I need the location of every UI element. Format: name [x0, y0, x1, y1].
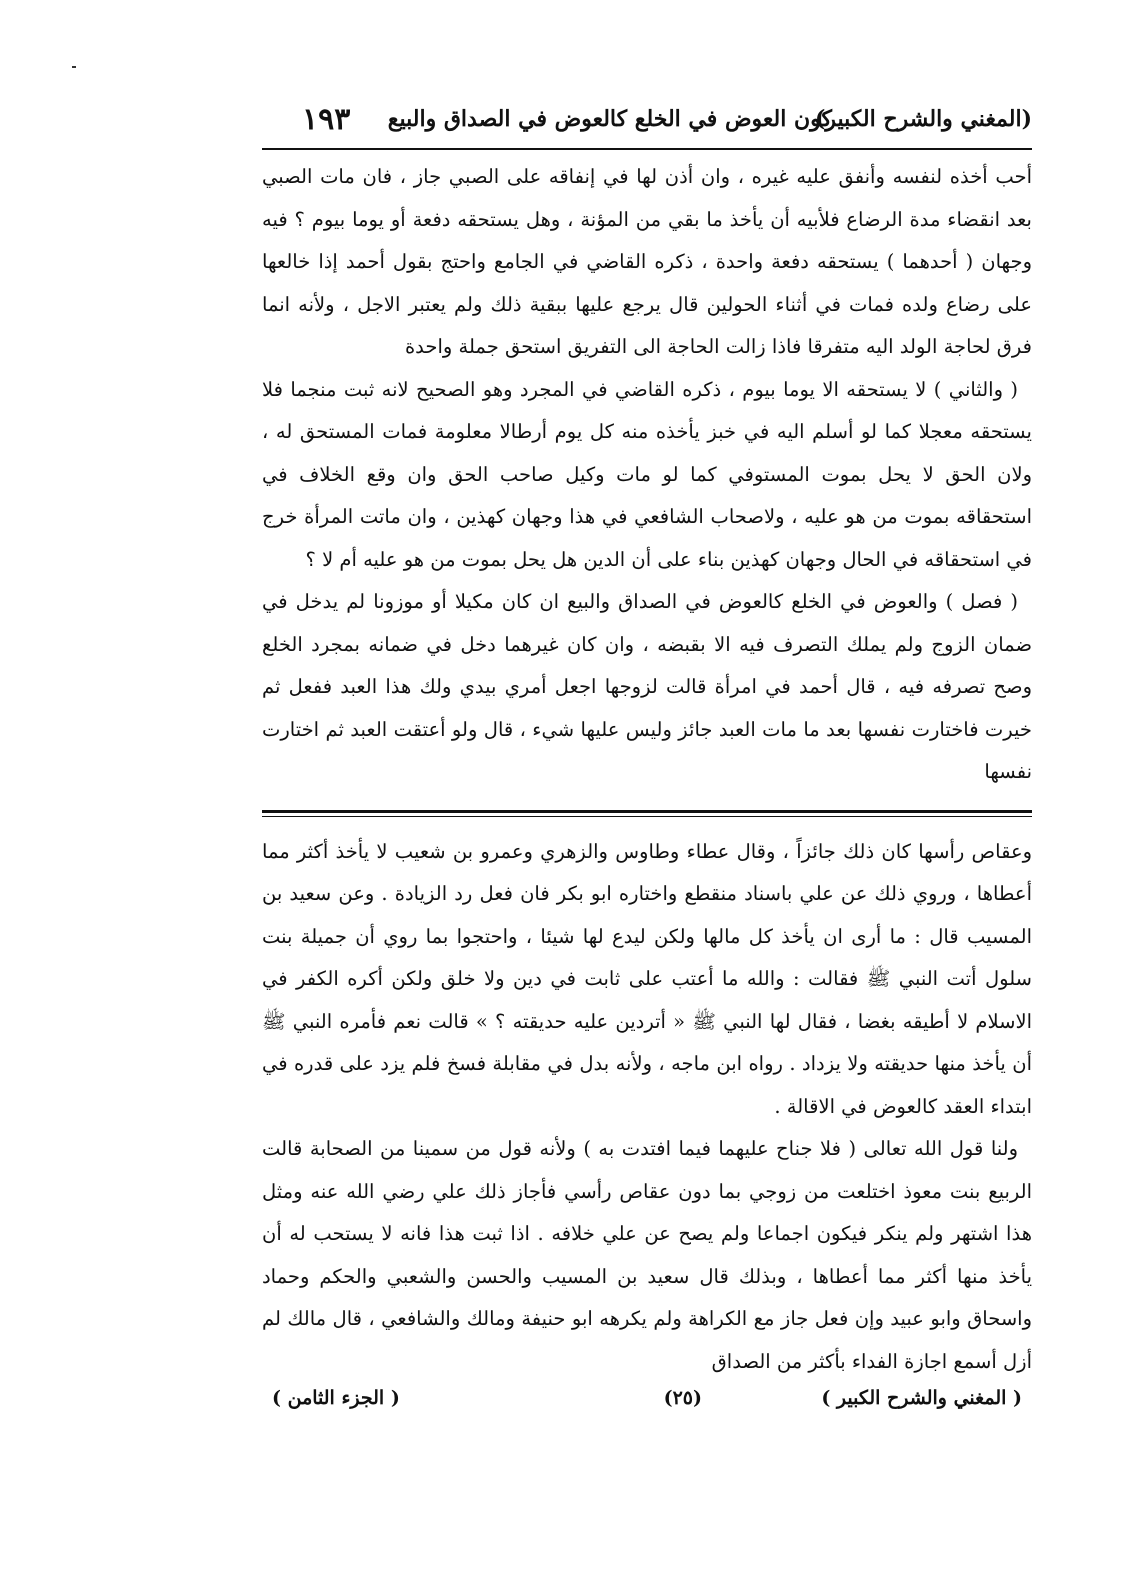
commentary-paragraph: ولنا قول الله تعالى ( فلا جناح عليهما فيما افتدت به ) ولأنه قول من سمينا من الصحابة قالت الربيع بنت معوذ اختلعت من زوجي بما دون عقاص رأسي فأجاز ذلك علي رضي الله عنه ومثل هذا اشتهر ولم ينكر فيكون اجماعا ولم يصح عن علي خلافه . اذا ثبت هذا فانه لا يستحب له أن يأخذ منها أكثر مما أعطاها ، وبذلك قال سعيد بن المسيب والحسن والشعبي والحكم وحماد واسحاق وابو عبيد وإن فعل جاز مع الكراهة ولم يكرهه ابو حنيفة ومالك والشافعي ، قال مالك لم أزل أسمع اجازة الفداء بأكثر من الصداق: [262, 1137, 1032, 1373]
section-divider: [262, 810, 1032, 817]
header-chapter-title: كون العوض في الخلع كالعوض في الصداق والبيع: [387, 106, 832, 132]
commentary-text: [262, 831, 1032, 1384]
header-rule: [262, 148, 1032, 150]
page-header: [262, 100, 1032, 148]
main-paragraph: ( والثاني ) لا يستحقه الا يوما بيوم ، ذكره القاضي في المجرد وهو الصحيح لانه ثبت منجما فلا يستحقه معجلا كما لو أسلم اليه في خبز يأخذه منه كل يوم أرطالا معلومة فمات المستحق له ، ولان الحق لا يحل بموت المستوفي كما لو مات وكيل صاحب الحق وان وقع الخلاف في استحقاقه بموت من هو عليه ، ولاصحاب الشافعي في هذا وجهان كهذين ، وان ماتت المرأة خرج في استحقاقه في الحال وجهان كهذين بناء على أن الدين هل يحل بموت من هو عليه أم لا ؟: [262, 377, 1032, 571]
page-number: ١٩٣: [302, 102, 351, 137]
page-footer: [262, 1387, 1032, 1427]
footer-book-title: ( المغني والشرح الكبير ): [821, 1387, 1022, 1409]
main-text: [262, 156, 1032, 794]
main-paragraph: ( فصل ) والعوض في الخلع كالعوض في الصداق والبيع ان كان مكيلا أو موزونا لم يدخل في ضمان الزوج ولم يملك التصرف فيه الا بقبضه ، وان كان غيرهما دخل في ضمانه بمجرد الخلع وصح تصرفه فيه ، قال أحمد في امرأة قالت لزوجها اجعل أمري بيدي ولك هذا العبد ففعل ثم خيرت فاختارت نفسها بعد ما مات العبد جائز وليس عليها شيء ، قال ولو أعتقت العبد ثم اختارت نفسها: [262, 590, 1032, 783]
scan-speck: [72, 66, 76, 68]
book-page: [262, 100, 1032, 1427]
header-book-title: (المغني والشرح الكبير): [814, 106, 1032, 132]
footer-signature: (٢٥): [663, 1387, 702, 1409]
commentary-paragraph: وعقاص رأسها كان ذلك جائزاً ، وقال عطاء وطاوس والزهري وعمرو بن شعيب لا يأخذ أكثر مما أعطاها ، وروي ذلك عن علي باسناد منقطع واختاره ابو بكر فان فعل رد الزيادة . وعن سعيد بن المسيب قال : ما أرى ان يأخذ كل مالها ولكن ليدع لها شيئا ، واحتجوا بما روي أن جميلة بنت سلول أتت النبي ﷺ فقالت : والله ما أعتب على ثابت في دين ولا خلق ولكن أكره الكفر في الاسلام لا أطيقه بغضا ، فقال لها النبي ﷺ « أتردين عليه حديقته ؟ » قالت نعم فأمره النبي ﷺ أن يأخذ منها حديقته ولا يزداد . رواه ابن ماجه ، ولأنه بدل في مقابلة فسخ فلم يزد على قدره في ابتداء العقد كالعوض في الاقالة .: [262, 839, 1032, 1118]
main-paragraph: أحب أخذه لنفسه وأنفق عليه غيره ، وان أذن لها في إنفاقه على الصبي جاز ، فان مات الصبي بعد انقضاء مدة الرضاع فلأبيه أن يأخذ ما بقي من المؤنة ، وهل يستحقه دفعة أو يوما بيوم ؟ فيه وجهان ( أحدهما ) يستحقه دفعة واحدة ، ذكره القاضي في الجامع واحتج بقول أحمد إذا خالعها على رضاع ولده فمات في أثناء الحولين قال يرجع عليها ببقية ذلك ولم يعتبر الاجل ، ولأنه انما فرق لحاجة الولد اليه متفرقا فاذا زالت الحاجة الى التفريق استحق جملة واحدة: [262, 165, 1032, 358]
footer-volume: ( الجزء الثامن ): [272, 1387, 400, 1409]
